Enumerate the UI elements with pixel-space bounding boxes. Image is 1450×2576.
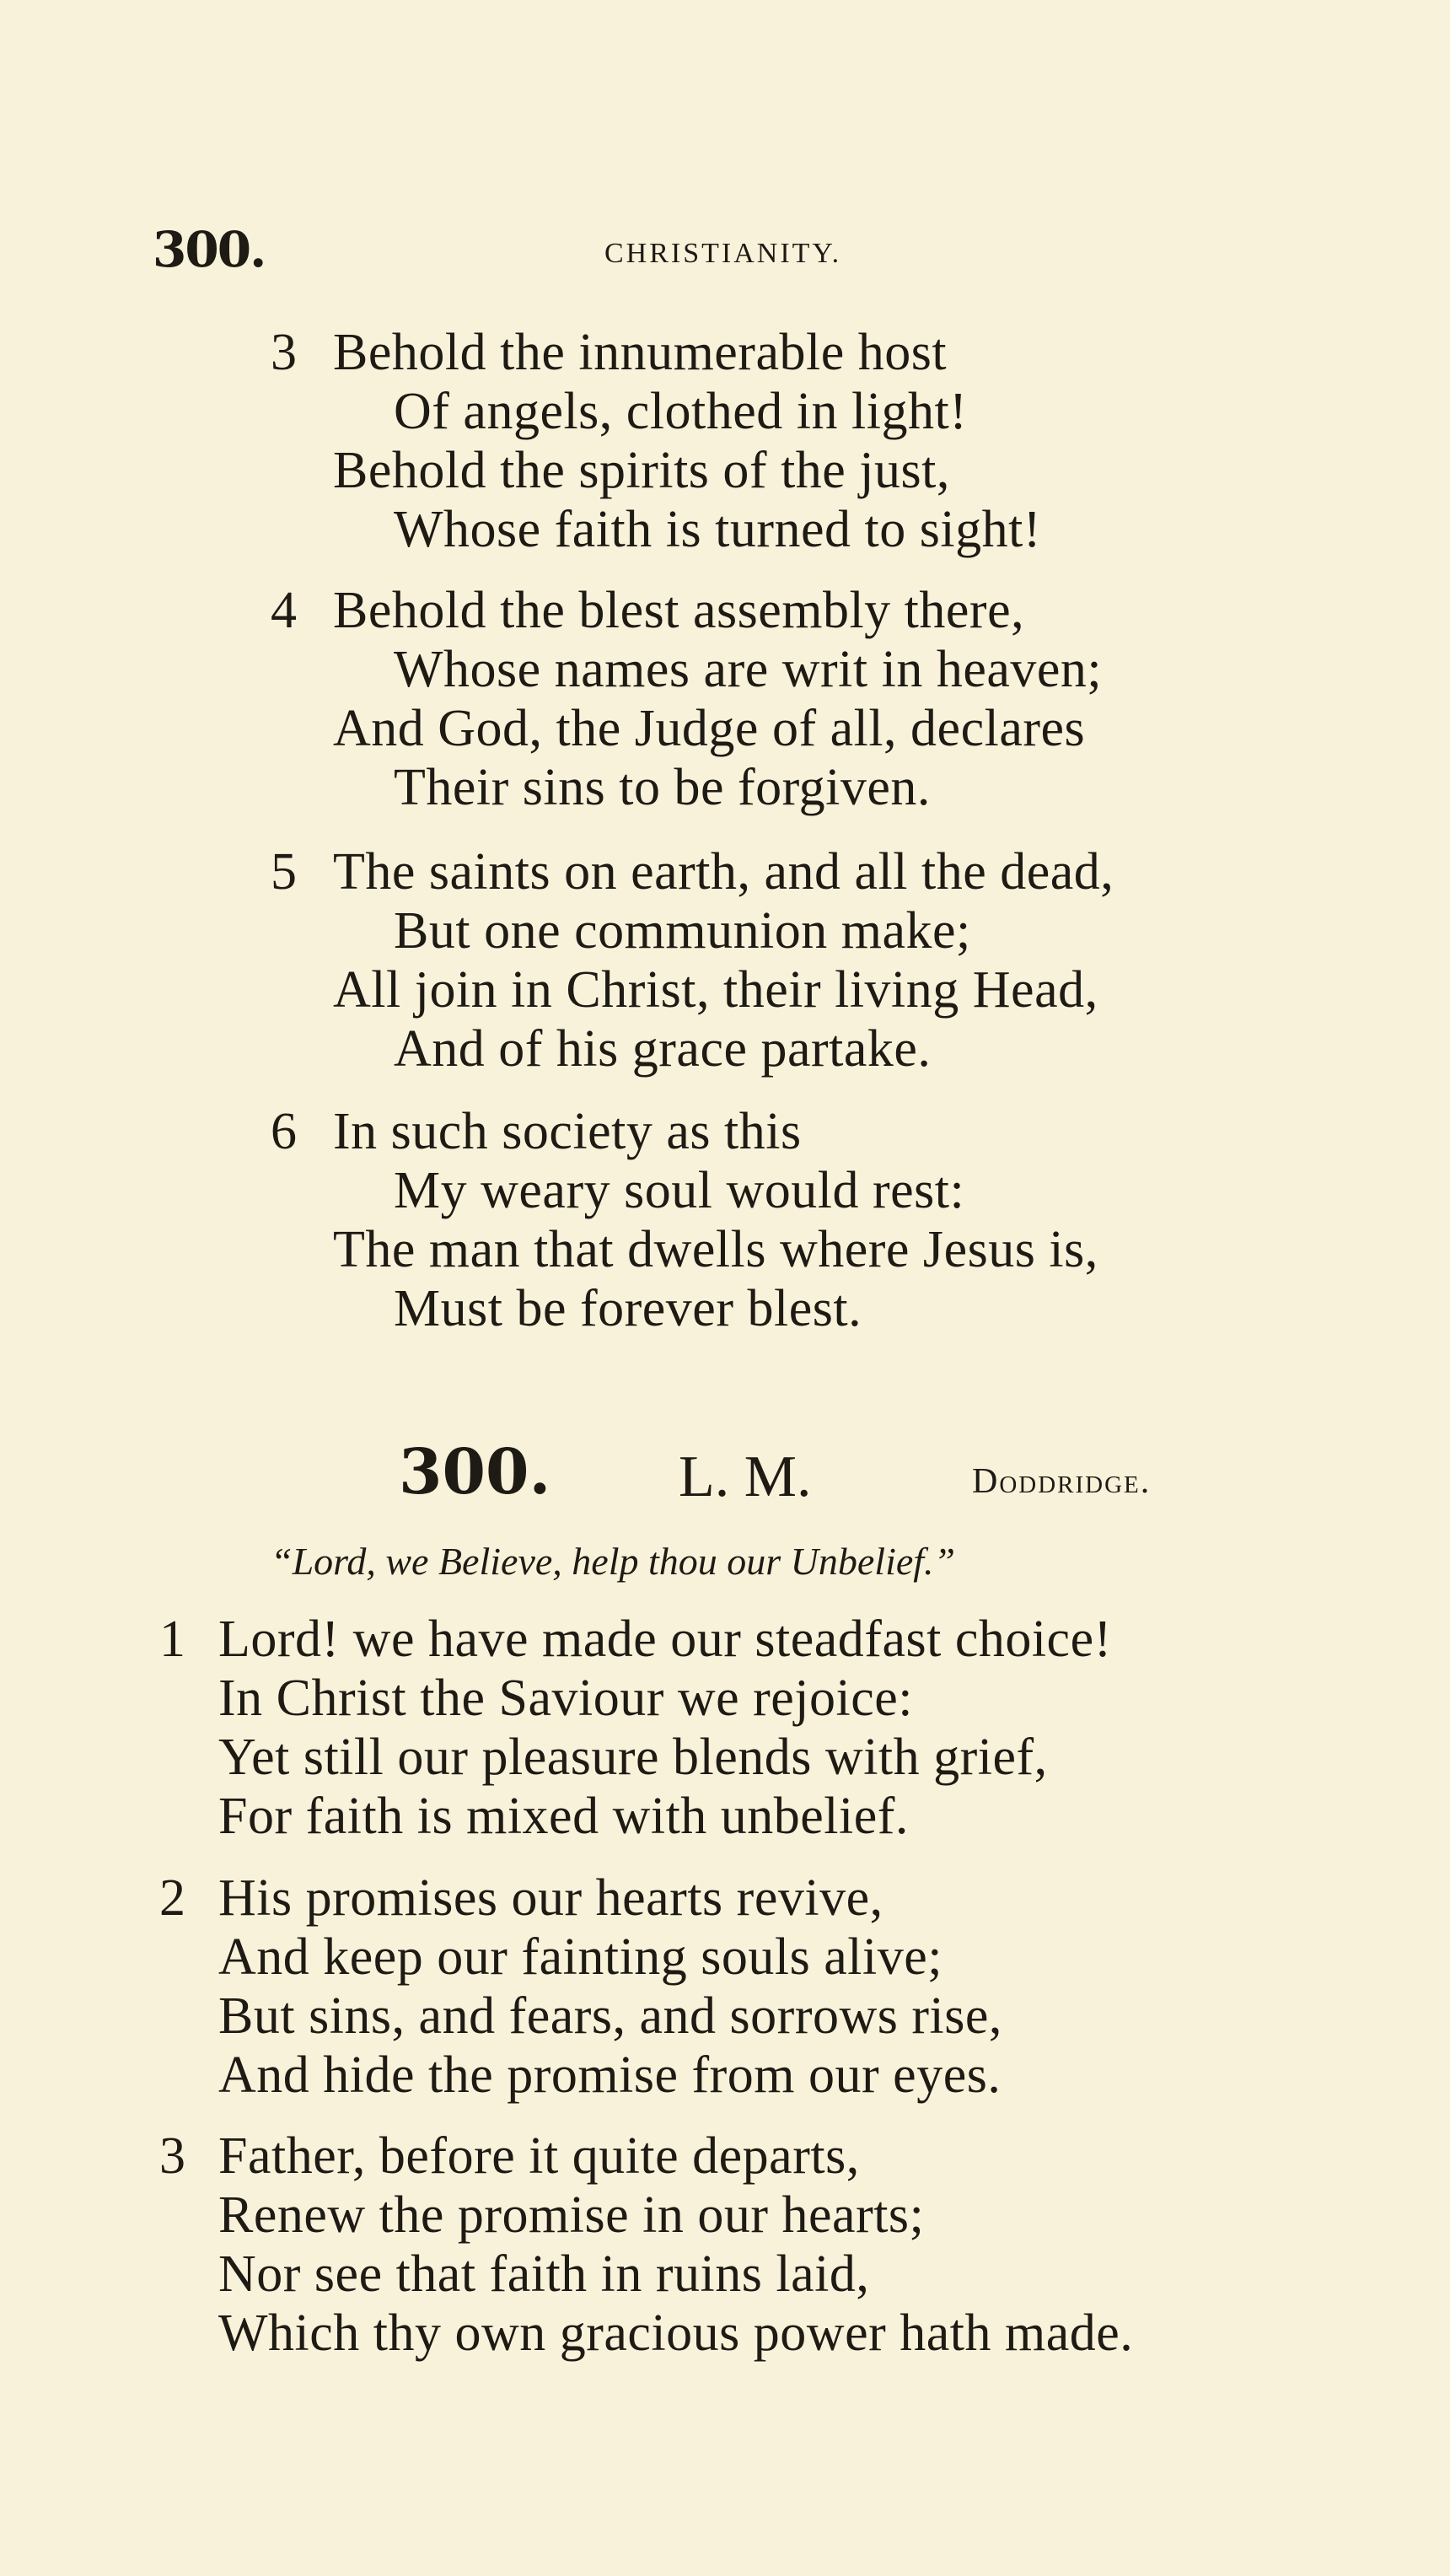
verse-line: And God, the Judge of all, declares <box>333 700 1086 757</box>
stanza-number: 3 <box>271 324 298 381</box>
verse-line: Nor see that faith in ruins laid, <box>218 2245 870 2303</box>
verse-line: Behold the spirits of the just, <box>333 442 950 499</box>
verse-line: All join in Christ, their living Head, <box>333 961 1098 1019</box>
verse-line: And hide the promise from our eyes. <box>218 2046 1002 2104</box>
hymn-author: Doddridge. <box>972 1462 1152 1501</box>
verse-line: Lord! we have made our steadfast choice! <box>218 1611 1112 1668</box>
stanza-number: 3 <box>159 2127 186 2185</box>
verse-line: For faith is mixed with unbelief. <box>218 1788 909 1845</box>
running-title: CHRISTIANITY. <box>604 238 842 269</box>
stanza <box>271 581 1103 817</box>
verse-line: Yet still our pleasure blends with grief, <box>218 1729 1048 1786</box>
hymn-subtitle: “Lord, we Believe, help thou our Unbelief.” <box>271 1540 956 1583</box>
verse-line: Must be forever blest. <box>394 1280 862 1337</box>
stanza-number: 4 <box>271 582 298 639</box>
stanza-number: 2 <box>159 1869 186 1927</box>
verse-line: Behold the innumerable host <box>333 324 948 381</box>
verse-line: And keep our fainting souls alive; <box>218 1928 943 1986</box>
verse-line: But one communion make; <box>394 902 971 960</box>
page-number: 300. <box>153 221 266 278</box>
verse-line: In such society as this <box>333 1103 802 1160</box>
verse-line: Renew the promise in our hearts; <box>218 2186 925 2244</box>
verse-line: Which thy own gracious power hath made. <box>218 2304 1134 2362</box>
stanza <box>271 842 1114 1078</box>
verse-line: Whose names are writ in heaven; <box>394 641 1103 698</box>
hymn-meter: L. M. <box>679 1444 812 1509</box>
stanza <box>159 1869 1002 2105</box>
verse-line: Their sins to be forgiven. <box>394 759 931 816</box>
verse-line: Whose faith is turned to sight! <box>394 501 1041 558</box>
stanza-number: 6 <box>271 1103 298 1160</box>
verse-line: In Christ the Saviour we rejoice: <box>218 1670 914 1727</box>
verse-line: The man that dwells where Jesus is, <box>333 1221 1098 1278</box>
verse-line: His promises our hearts revive, <box>218 1869 883 1927</box>
stanza <box>159 2127 1134 2363</box>
stanza <box>159 1610 1112 1846</box>
stanza <box>271 323 1041 559</box>
hymn-number: 300. <box>399 1436 551 1508</box>
verse-line: My weary soul would rest: <box>394 1162 965 1219</box>
stanza <box>271 1102 1098 1338</box>
verse-line: And of his grace partake. <box>394 1020 932 1078</box>
verse-line: The saints on earth, and all the dead, <box>333 843 1114 901</box>
stanza-number: 1 <box>159 1611 186 1668</box>
verse-line: Father, before it quite departs, <box>218 2127 860 2185</box>
verse-line: Of angels, clothed in light! <box>394 383 968 440</box>
verse-line: Behold the blest assembly there, <box>333 582 1025 639</box>
verse-line: But sins, and fears, and sorrows rise, <box>218 1987 1002 2045</box>
stanza-number: 5 <box>271 843 298 901</box>
